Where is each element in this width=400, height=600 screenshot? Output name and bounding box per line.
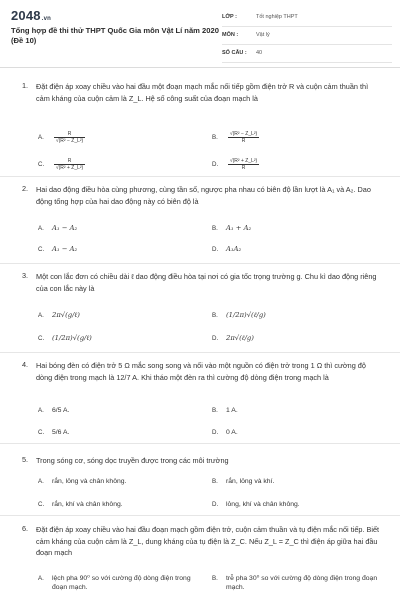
option-letter: B. (212, 312, 218, 319)
question-divider (0, 443, 400, 444)
question-number: 5. (22, 455, 29, 464)
option-c[interactable] (38, 158, 85, 171)
option-b[interactable] (212, 311, 266, 320)
option-text: rắn, khí và chân không. (52, 501, 123, 508)
option-text: lệch pha 90⁰ so với cường độ dòng điện trong đoạn mạch. (52, 575, 191, 591)
option-b[interactable] (212, 224, 251, 233)
option-letter: A. (38, 478, 44, 485)
option-letter: A. (38, 312, 44, 319)
option-text: (1/2π)√(ℓ/g) (226, 311, 266, 319)
question-number: 6. (22, 524, 29, 533)
option-a[interactable] (38, 406, 69, 415)
option-formula: $\frac{\text{√(R² − Z\_L²)}}{R}$ (229, 131, 258, 144)
meta-count-label: SỐ CÂU : (222, 50, 247, 56)
option-letter: D. (212, 501, 219, 508)
option-letter: C. (38, 501, 45, 508)
option-c[interactable] (38, 500, 123, 509)
brand-logo[interactable]: 2048.vn (11, 8, 52, 23)
option-letter: A. (38, 225, 44, 232)
option-a[interactable] (38, 224, 77, 233)
option-letter: D. (212, 429, 219, 436)
option-letter: A. (38, 407, 44, 414)
meta-subject-value: Vật lý (256, 32, 270, 38)
question-text: Đặt điện áp xoay chiều vào hai đầu đoạn mạch gồm điện trở, cuộn cảm thuần và tụ điện mắc nối tiếp. Biết cảm kháng của cuộn cảm là Z_L, dung kháng của tụ điện là Z_C. Nếu Z_L = Z_C thì điện áp giữa hai đầu đoạn mạch (36, 525, 380, 557)
header-divider (0, 67, 400, 68)
option-text: 6/5 A. (52, 407, 70, 414)
option-text: 5/6 A. (52, 429, 70, 436)
question-text: Đặt điện áp xoay chiều vào hai đầu một đoạn mạch mắc nối tiếp gồm điện trở R và cuộn cảm thuần thì cảm kháng của cuộn cảm là Z_L. Hệ số công suất của đoạn mạch là (36, 82, 369, 103)
option-text: A₁ − A₂ (52, 224, 78, 232)
option-letter: A. (38, 134, 44, 142)
option-a[interactable] (38, 131, 85, 144)
option-letter: B. (212, 225, 218, 232)
question-divider (0, 176, 400, 177)
option-letter: D. (212, 161, 219, 169)
option-c[interactable] (38, 334, 92, 343)
option-letter: C. (38, 429, 45, 436)
document-title: Tổng hợp đề thi thử THPT Quốc Gia môn Vật Lí năm 2020 (Đề 10) (11, 26, 219, 45)
meta-class-label: LỚP : (222, 14, 237, 20)
option-d[interactable] (212, 500, 300, 509)
option-b[interactable] (212, 477, 274, 486)
option-letter: D. (212, 246, 219, 253)
option-text: 2π√(g/ℓ) (52, 311, 80, 319)
meta-subject-row (222, 30, 392, 45)
option-text: 0 A. (226, 429, 238, 436)
meta-count-row (222, 48, 392, 63)
option-formula: $\frac{R}{\text{√(R² − Z\_L²)}}$ (55, 131, 84, 144)
option-letter: B. (212, 575, 218, 582)
option-text: (1/2π)√(g/ℓ) (52, 334, 92, 342)
option-text: 2π√(ℓ/g) (226, 334, 254, 342)
question-text: Một con lắc đơn có chiều dài ℓ dao động điều hòa tại nơi có gia tốc trọng trường g. Chu kì dao động riêng của con lắc này là (36, 272, 377, 293)
option-d[interactable] (212, 334, 254, 343)
option-text: A₁ − A₂ (52, 245, 78, 253)
question-text: Trong sóng cơ, sóng dọc truyền được trong các môi trường (36, 456, 229, 465)
option-d[interactable] (212, 158, 259, 171)
option-letter: C. (38, 161, 45, 169)
question-divider (0, 352, 400, 353)
option-letter: D. (212, 335, 219, 342)
option-formula: $\frac{R}{\text{√(R² + Z\_L²)}}$ (55, 158, 84, 171)
question-text: Hai bóng đèn có điện trở 5 Ω mắc song song và nối vào một nguồn có điện trở trong 1 Ω thì cường độ dòng điện trong mạch là 12/7 A. Khi tháo một đèn ra thì cường độ dòng điện trong mạch là (36, 361, 366, 382)
meta-class-value: Tốt nghiệp THPT (256, 14, 298, 20)
meta-class-row (222, 12, 392, 27)
question-text: Hai dao động điều hòa cùng phương, cùng tần số, ngược pha nhau có biên độ lần lượt là A₁ và A₂. Dao động tổng hợp của hai dao động này có biên độ là (36, 185, 371, 206)
option-letter: A. (38, 575, 44, 582)
option-a[interactable] (38, 477, 126, 486)
option-b[interactable] (212, 574, 382, 592)
meta-count-value: 40 (256, 50, 263, 56)
option-text: rắn, lỏng và chân không. (52, 478, 127, 485)
question-divider (0, 263, 400, 264)
option-text: A₁A₂ (226, 245, 242, 253)
question-divider (0, 515, 400, 516)
question-number: 4. (22, 360, 29, 369)
option-c[interactable] (38, 245, 77, 254)
option-text: 1 A. (226, 407, 238, 414)
option-text: lỏng, khí và chân không. (226, 501, 300, 508)
meta-panel (222, 12, 392, 66)
meta-subject-label: MÔN : (222, 32, 239, 38)
option-letter: B. (212, 134, 218, 142)
option-text: A₁ + A₂ (226, 224, 252, 232)
option-c[interactable] (38, 428, 69, 437)
option-letter: B. (212, 407, 218, 414)
question-number: 2. (22, 184, 29, 193)
question-number: 3. (22, 271, 29, 280)
option-letter: C. (38, 335, 45, 342)
option-letter: C. (38, 246, 45, 253)
option-d[interactable] (212, 245, 241, 254)
question-number: 1. (22, 81, 29, 90)
option-formula: $\frac{\text{√(R² + Z\_L²)}}{R}$ (229, 158, 258, 171)
option-b[interactable] (212, 406, 238, 415)
option-a[interactable] (38, 574, 198, 592)
option-letter: B. (212, 478, 218, 485)
option-text: trễ pha 30⁰ so với cường độ dòng điện trong đoạn mạch. (226, 575, 378, 591)
option-b[interactable] (212, 131, 259, 144)
option-d[interactable] (212, 428, 238, 437)
option-a[interactable] (38, 311, 80, 320)
option-text: rắn, lỏng và khí. (226, 478, 275, 485)
